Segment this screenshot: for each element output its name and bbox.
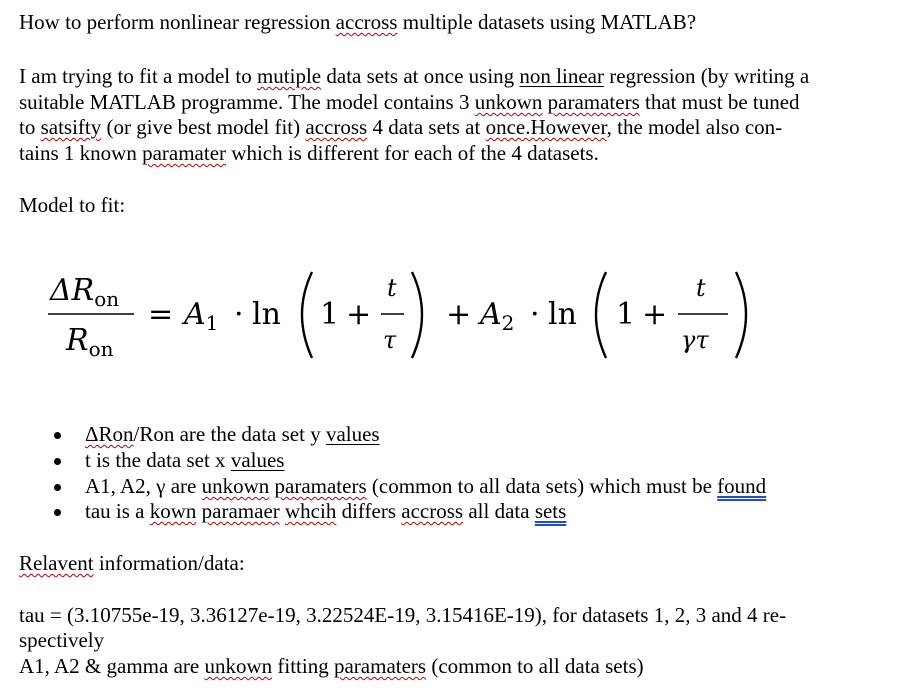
intro-text: , the model also con- [606, 115, 783, 139]
last-text: A1, A2 & gamma are [19, 654, 205, 678]
eq-right-paren-1 [412, 272, 422, 358]
bullet-text: t is the data set x [85, 448, 231, 472]
bullet-text: all data [463, 499, 535, 523]
eq-t-2: t [696, 274, 706, 302]
eq-t-1: t [387, 274, 397, 302]
model-equation [44, 258, 784, 368]
intro-text: (or give best model fit) [101, 115, 306, 139]
bullet-item-2 [85, 450, 284, 471]
bullet-misspelled: kown [149, 499, 197, 523]
intro-misspelled: unkown [474, 90, 543, 114]
eq-right-paren-2 [736, 272, 746, 358]
bullet-item-4 [85, 501, 566, 522]
bullet-text: differs [336, 499, 402, 523]
question-title [19, 12, 696, 33]
tau-values-line-1: tau = (3.10755e-19, 3.36127e-19, 3.22524E-19, 3.15416E-19), for datasets 1, 2, 3 and 4 re- [19, 603, 787, 627]
intro-line-4 [19, 143, 599, 164]
eq-plus-3: + [642, 297, 668, 332]
intro-text: 4 data sets at [367, 115, 486, 139]
intro-text: to [19, 115, 41, 139]
eq-lhs-denominator: $R_{on}$ [66, 323, 114, 361]
bullet-double-underlined: sets [534, 499, 567, 523]
eq-plus-1: + [346, 297, 372, 332]
intro-line-1 [19, 66, 809, 87]
eq-tau-1: τ [383, 326, 397, 354]
bullet-dot [54, 484, 61, 491]
intro-text: data sets at once using [321, 64, 520, 88]
eq-dot-2: · [530, 297, 540, 332]
eq-left-paren-2 [596, 272, 606, 358]
eq-equals: = [148, 297, 174, 332]
last-misspelled: unkown [204, 654, 273, 678]
bullet-misspelled: unkown [201, 474, 270, 498]
eq-one-1: 1 [320, 297, 340, 332]
intro-underlined: non linear [519, 64, 604, 88]
eq-a1: $A_1$ [184, 297, 219, 335]
relevant-text: information/data: [93, 551, 245, 575]
eq-one-2: 1 [616, 297, 636, 332]
tau-values-line-2: spectively [19, 628, 105, 652]
title-misspelled-accross: accross [335, 10, 398, 34]
intro-text: which is different for each of the 4 datasets. [226, 141, 599, 165]
bullet-dot [54, 458, 61, 465]
last-text: (common to all data sets) [426, 654, 644, 678]
bullet-misspelled: paramaer [201, 499, 280, 523]
relevant-heading [19, 553, 245, 574]
bullet-text: tau is a [85, 499, 150, 523]
bullet-double-underlined: found [717, 474, 767, 498]
bullet-misspelled: accross [401, 499, 464, 523]
bullet-underlined: values [325, 422, 380, 446]
eq-left-paren-1 [302, 272, 312, 358]
intro-misspelled: mutiple [256, 64, 322, 88]
eq-plus-2: + [446, 297, 472, 332]
eq-ln-1: ln [252, 297, 281, 332]
eq-ln-2: ln [548, 297, 577, 332]
bullet-text: A1, A2, γ are [85, 474, 202, 498]
relevant-misspelled: Relavent [19, 551, 94, 575]
eq-dot-1: · [234, 297, 244, 332]
bullet-dot [54, 509, 61, 516]
intro-misspelled: satsifty [40, 115, 102, 139]
bullet-item-3 [85, 476, 766, 497]
intro-misspelled: accross [305, 115, 368, 139]
eq-a2: $A_2$ [480, 297, 515, 335]
bullet-misspelled: whcih [285, 499, 337, 523]
intro-line-2 [19, 92, 800, 113]
fitting-params-line [19, 656, 644, 677]
bullet-underlined: values [230, 448, 285, 472]
last-misspelled: paramaters [333, 654, 427, 678]
eq-gamma-tau: γτ [681, 326, 709, 354]
intro-text: tains 1 known [19, 141, 143, 165]
intro-text: I am trying to fit a model to [19, 64, 257, 88]
intro-text: that must be tuned [639, 90, 800, 114]
bullet-text: /Ron are the data set y [133, 422, 326, 446]
intro-misspelled: paramater [142, 141, 227, 165]
bullet-item-1 [85, 424, 380, 445]
eq-lhs-numerator: $\Delta R_{on}$ [50, 273, 120, 311]
bullet-dot [54, 432, 61, 439]
bullet-misspelled: paramaters [274, 474, 367, 498]
model-label: Model to fit: [19, 193, 126, 217]
intro-line-3 [19, 117, 782, 138]
intro-misspelled: paramaters [547, 90, 640, 114]
title-part-2: multiple datasets using MATLAB? [397, 10, 697, 34]
bullet-misspelled: ΔRon [85, 422, 134, 446]
intro-misspelled: once.However [485, 115, 607, 139]
title-part-1: How to perform nonlinear regression [19, 10, 336, 34]
intro-text: regression (by writing a [603, 64, 810, 88]
last-text: fitting [272, 654, 334, 678]
bullet-text: (common to all data sets) which must be [366, 474, 718, 498]
intro-text: suitable MATLAB programme. The model contains 3 [19, 90, 475, 114]
